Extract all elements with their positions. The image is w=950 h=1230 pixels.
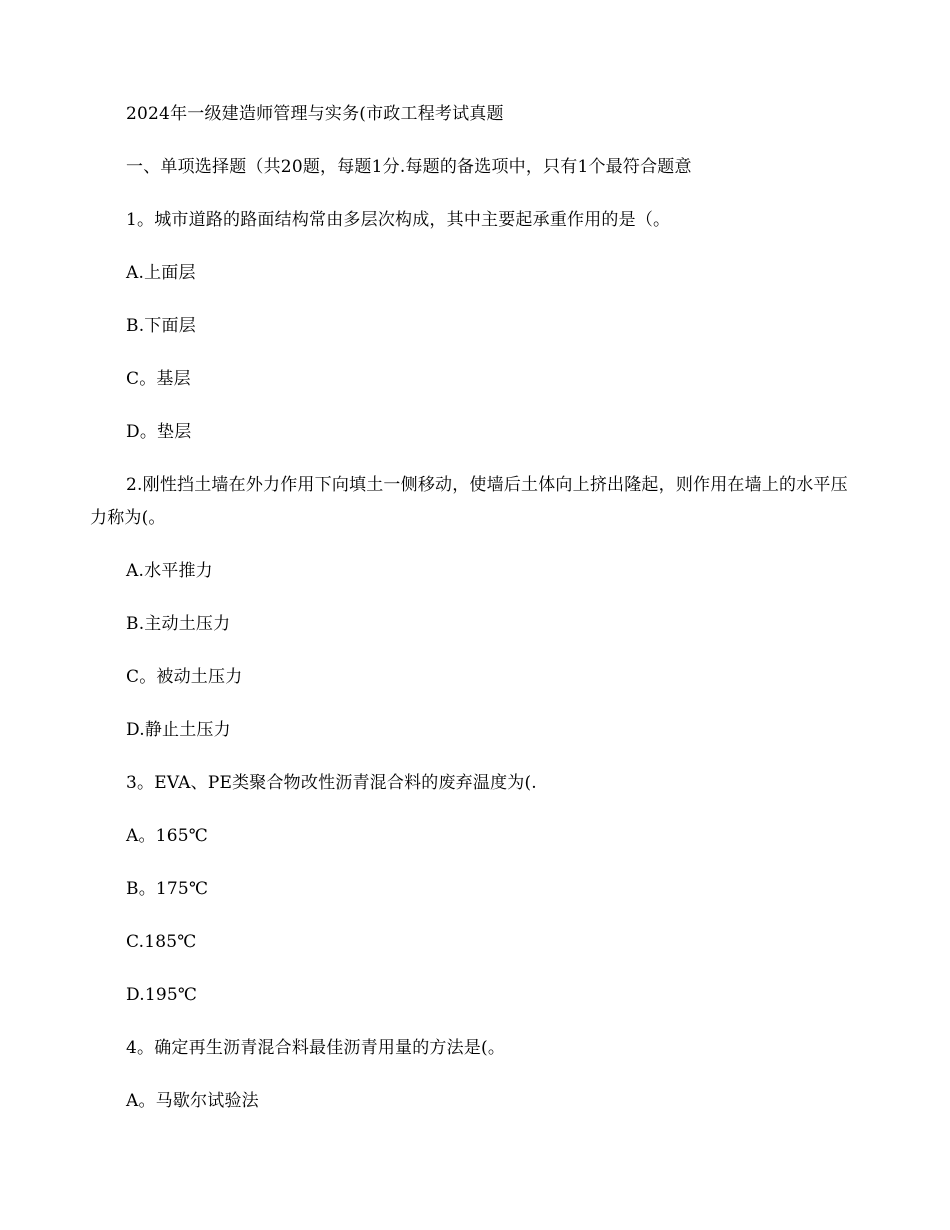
- answer-option: B.下面层: [126, 316, 196, 336]
- answer-option: D.195℃: [126, 985, 198, 1005]
- question-stem: 3。EVA、PE类聚合物改性沥青混合料的废弃温度为(.: [126, 773, 537, 793]
- answer-option: C。基层: [126, 369, 191, 389]
- answer-option: B。175℃: [126, 879, 209, 899]
- answer-option: A.水平推力: [126, 561, 213, 581]
- answer-option: D。垫层: [126, 422, 192, 442]
- question-stem: 4。确定再生沥青混合料最佳沥青用量的方法是(。: [126, 1038, 506, 1058]
- question-stem: 2.刚性挡土墙在外力作用下向填土一侧移动，使墙后土体向上挤出隆起，则作用在墙上的水平压力称为(。: [90, 475, 848, 528]
- answer-option: C.185℃: [126, 932, 197, 952]
- question-stem: 1。城市道路的路面结构常由多层次构成，其中主要起承重作用的是（。: [126, 210, 671, 230]
- answer-option: A。165℃: [126, 826, 208, 846]
- answer-option: D.静止土压力: [126, 720, 231, 740]
- answer-option: A。马歇尔试验法: [126, 1091, 259, 1111]
- document-body: [90, 98, 850, 1138]
- answer-option: B.主动土压力: [126, 614, 231, 634]
- answer-option: A.上面层: [126, 263, 196, 283]
- section-heading: 一、单项选择题（共20题，每题1分.每题的备选项中，只有1个最符合题意: [126, 157, 692, 177]
- answer-option: C。被动土压力: [126, 667, 243, 687]
- document-title: 2024年一级建造师管理与实务(市政工程考试真题: [126, 104, 504, 124]
